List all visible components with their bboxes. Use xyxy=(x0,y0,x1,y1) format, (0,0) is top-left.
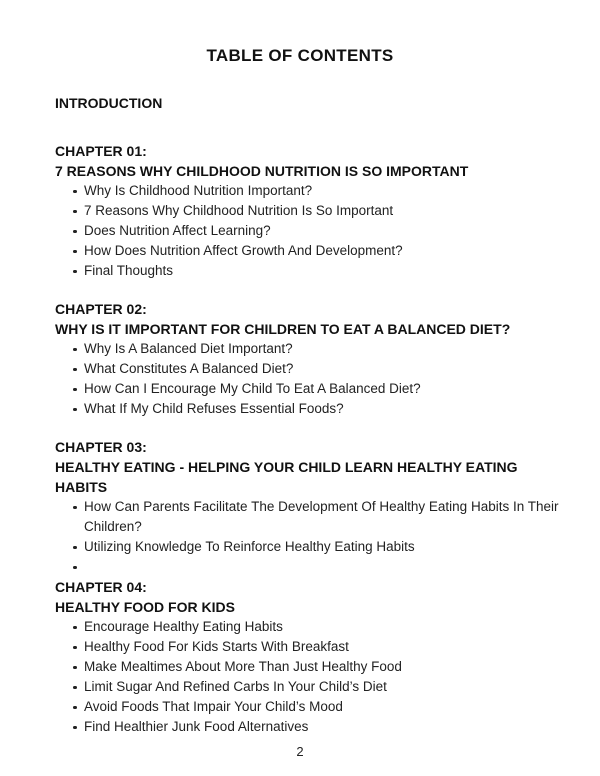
bullet-text: What Constitutes A Balanced Diet? xyxy=(84,361,294,376)
bullet-text: Why Is A Balanced Diet Important? xyxy=(84,341,293,356)
bullet-text: Does Nutrition Affect Learning? xyxy=(84,223,271,238)
bullet-text: How Can I Encourage My Child To Eat A Balanced Diet? xyxy=(84,381,421,396)
chapter-bullet-list xyxy=(55,497,565,577)
toc-bullet-item xyxy=(55,557,565,577)
bullet-text: How Can Parents Facilitate The Development Of Healthy Eating Habits In Their Children? xyxy=(84,499,559,534)
bullet-text: Limit Sugar And Refined Carbs In Your Child’s Diet xyxy=(84,679,387,694)
bullet-text: Find Healthier Junk Food Alternatives xyxy=(84,719,309,734)
toc-bullet-item xyxy=(55,339,565,359)
toc-bullet-item xyxy=(55,677,565,697)
chapter-title: HEALTHY FOOD FOR KIDS xyxy=(55,599,235,615)
toc-section xyxy=(55,577,565,737)
toc-bullet-item xyxy=(55,617,565,637)
chapter-title: 7 REASONS WHY CHILDHOOD NUTRITION IS SO IMPORTANT xyxy=(55,163,469,179)
toc-bullet-item xyxy=(55,537,565,557)
toc-section xyxy=(55,93,565,113)
bullet-icon xyxy=(73,646,77,650)
bullet-icon xyxy=(73,706,77,710)
bullet-icon xyxy=(73,506,77,510)
chapter-title: HEALTHY EATING - HELPING YOUR CHILD LEARN HEALTHY EATING HABITS xyxy=(55,459,518,495)
bullet-icon xyxy=(73,686,77,690)
toc-bullet-item xyxy=(55,637,565,657)
bullet-icon xyxy=(73,408,77,412)
chapter-title: WHY IS IT IMPORTANT FOR CHILDREN TO EAT A BALANCED DIET? xyxy=(55,321,511,337)
page-number: 2 xyxy=(296,744,304,759)
toc-sections xyxy=(55,93,565,737)
chapter-label: CHAPTER 02: xyxy=(55,301,147,317)
toc-bullet-item xyxy=(55,241,565,261)
bullet-text: Why Is Childhood Nutrition Important? xyxy=(84,183,313,198)
toc-bullet-item xyxy=(55,201,565,221)
bullet-icon xyxy=(73,546,77,550)
page-title: TABLE OF CONTENTS xyxy=(206,46,394,65)
bullet-icon xyxy=(73,190,77,194)
toc-bullet-item xyxy=(55,399,565,419)
bullet-icon xyxy=(73,210,77,214)
toc-bullet-item xyxy=(55,657,565,677)
toc-bullet-item xyxy=(55,379,565,399)
bullet-text: Final Thoughts xyxy=(84,263,174,278)
toc-bullet-item xyxy=(55,261,565,281)
bullet-text: 7 Reasons Why Childhood Nutrition Is So Important xyxy=(84,203,394,218)
toc-section xyxy=(55,437,565,577)
bullet-icon xyxy=(73,666,77,670)
toc-section xyxy=(55,141,565,281)
bullet-icon xyxy=(73,348,77,352)
toc-bullet-item xyxy=(55,359,565,379)
bullet-text: Utilizing Knowledge To Reinforce Healthy Eating Habits xyxy=(84,539,415,554)
toc-bullet-item xyxy=(55,497,565,537)
bullet-icon xyxy=(73,388,77,392)
bullet-text: Avoid Foods That Impair Your Child’s Mood xyxy=(84,699,343,714)
chapter-bullet-list xyxy=(55,617,565,737)
toc-bullet-item xyxy=(55,717,565,737)
bullet-icon xyxy=(73,250,77,254)
bullet-text: How Does Nutrition Affect Growth And Development? xyxy=(84,243,403,258)
toc-bullet-item xyxy=(55,697,565,717)
chapter-bullet-list xyxy=(55,339,565,419)
toc-bullet-item xyxy=(55,181,565,201)
bullet-text: Encourage Healthy Eating Habits xyxy=(84,619,283,634)
bullet-text: Make Mealtimes About More Than Just Healthy Food xyxy=(84,659,402,674)
bullet-icon xyxy=(73,270,77,274)
bullet-icon xyxy=(73,626,77,630)
toc-section xyxy=(55,299,565,419)
bullet-icon xyxy=(73,230,77,234)
bullet-icon xyxy=(73,368,77,372)
bullet-icon xyxy=(73,566,77,570)
chapter-label: INTRODUCTION xyxy=(55,95,163,111)
chapter-label: CHAPTER 04: xyxy=(55,579,147,595)
bullet-text: Healthy Food For Kids Starts With Breakfast xyxy=(84,639,349,654)
bullet-text: What If My Child Refuses Essential Foods? xyxy=(84,401,344,416)
chapter-label: CHAPTER 01: xyxy=(55,143,147,159)
chapter-label: CHAPTER 03: xyxy=(55,439,147,455)
bullet-icon xyxy=(73,726,77,730)
toc-bullet-item xyxy=(55,221,565,241)
chapter-bullet-list xyxy=(55,181,565,281)
